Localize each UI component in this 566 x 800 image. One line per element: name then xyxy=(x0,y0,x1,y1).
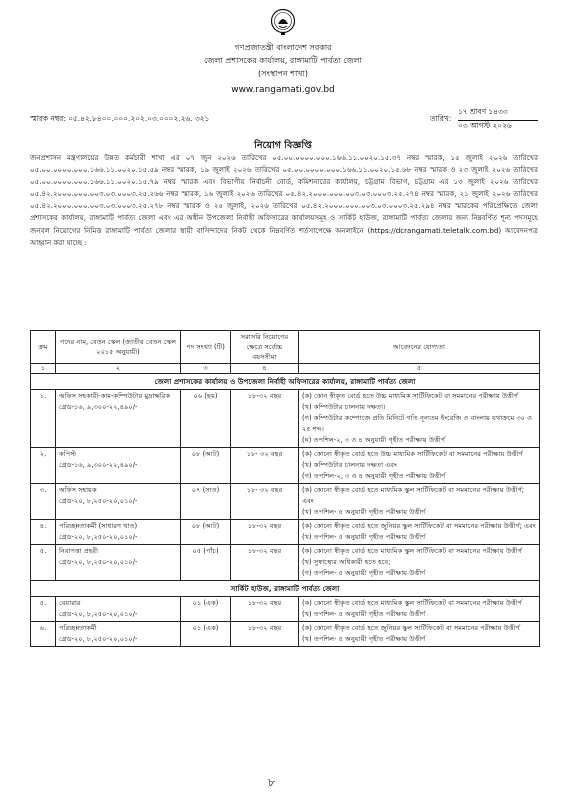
post-count-cell: ০৫ (পাঁচ) xyxy=(181,545,231,581)
government-seal-icon xyxy=(270,8,296,36)
header-section: (সংস্থাপন শাখা) xyxy=(258,69,308,78)
qualification-cell xyxy=(299,390,540,448)
post-name: কপিস্ট xyxy=(59,450,77,458)
qualification-item: (গ) তপশিল-২, ৩ ও ৪ অনুযায়ী গৃহীত পরীক্ষায় উত্তীর্ণ xyxy=(302,472,446,480)
post-name: পরিচ্ছন্নতাকর্মী (সাধারণ খাত) xyxy=(59,522,138,530)
qualification-item: (খ) সুস্বাস্থ্যের অধিকারী হতে হবে; xyxy=(302,558,391,566)
header-age: সরাসরি নিয়োগের ক্ষেত্রে সর্বোচ্চ বয়সসীমা xyxy=(231,331,299,364)
vacancy-table xyxy=(30,330,540,647)
notice-body: জনপ্রশাসন মন্ত্রণালয়ের উন্নত কর্মচারী শাখা এর ০৭ জুন ২০২৬ তারিখের ০৫.০০.০০০০.০০০.১৬৬.১১.০০২০.১৫.৩৭ নম্বর স্মারক, ১৫ জুলাই ২০২৬ তারিখের ০৫.০০.০০০০.০০০.১৬৬.১১.০০২০.১৫.৫৯ নম্বর স্মারক, ১৯ জুলাই ২০২৬ তারিখের ০৫.০০.০০০০.০০০.১৬৬.১১.০০২০.১৫.৬৮ নম্বর স্মারক ও ২৩ জুলাই ২০২৬ তারিখের ০৫.০০.০০০০.০০০.১৬৬.১১.০০২০.১৫.৭৯ নম্বর স্মারক এবং বিভাগীয় নির্বাচনী বোর্ড, কমিশনারের কার্যালয়, চট্টগ্রাম বিভাগ, চট্টগ্রাম এর ১৩ জুলাই ২০২৬ তারিখের ০৫.৪২.২০০০.০০০.০০৩.০৩.০০০৩.২৫.২৬৬ নম্বর স্মারক, ১৬ জুলাই ২০২৬ তারিখের ০৫.৪২.২০০০.০০০.০০৩.০৩.০০০৩.২৫.২৭৪ নম্বর স্মারক, ২১ জুলাই ২০২৬ তারিখের ০৫.৪২.২০০০.০০০.০০৩.০৩.০০০৩.২৫.২৭৮ নম্বর স্মারক ও ২৫ জুলাই, ২০২৬ তারিখের ০৫.৪২.২০০০.০০০.০০৩.০৩.০০০৩.২৫.২৯৪ নম্বর স্মারকের পরিপ্রেক্ষিতে জেলা প্রশাসকের কার্যালয়, রাঙ্গামাটি পার্বত্য জেলা এবং এর অধীন উপজেলা নির্বাহী অফিসারের কার্যালয়সমূহ ও সার্কিট হাউজ, রাঙ্গামাটি পার্বত্য জেলার জন্য নিম্নবর্ণিত শূন্য পদসমূহে জনবল নিয়োগের নিমিত্ত রাঙ্গামাটি পার্বত্য জেলার স্থায়ী বাসিন্দাদের নিকট থেকে নিম্নবর্ণিত শর্তসাপেক্ষে অনলাইনে (https://dcrangamati.teletalk.com.bd) আবেদনপত্র আহ্বান করা যাচ্ছে : xyxy=(30,153,538,247)
section-heading-dc-office xyxy=(31,374,540,390)
qualification-cell xyxy=(299,484,540,520)
table-row xyxy=(31,390,540,448)
qualification-item: (খ) তপশিল- ৫ অনুযায়ী গৃহীত পরীক্ষায় উত্তীর্ণ xyxy=(302,635,426,643)
header-post: পদের নাম, বেতন স্কেল (জাতীয় বেতন স্কেল ২০১৫ অনুযায়ী) xyxy=(56,331,181,364)
post-cell xyxy=(56,390,181,448)
serial-cell: ৩. xyxy=(31,484,56,520)
pay-scale: গ্রেড-২০, ৮,২৫০-২০,০১০/- xyxy=(59,533,138,541)
header-office: জেলা প্রশাসকের কার্যালয়, রাঙ্গামাটি পার্বত্য জেলা xyxy=(204,56,362,65)
col-number: ৪ xyxy=(231,364,299,374)
post-name: অফিস সহায়ক xyxy=(59,486,97,494)
age-limit-cell: ১৮- ৩২ বছর xyxy=(231,484,299,520)
pay-scale: গ্রেড-২০, ৮,২৫০-২০,০১০/- xyxy=(59,558,138,566)
qualification-cell xyxy=(299,545,540,581)
col-number: ১ xyxy=(31,364,56,374)
post-cell xyxy=(56,545,181,581)
pay-scale: গ্রেড-১৬, ৯,৩০০-২২,৪৯০/- xyxy=(59,403,138,411)
age-limit-cell: ১৮-৩২ বছর xyxy=(231,545,299,581)
column-number-row xyxy=(31,364,540,374)
qualification-cell xyxy=(299,597,540,622)
qualification-cell xyxy=(299,520,540,545)
qualification-item: (খ) তপশিল- ৫ অনুযায়ী গৃহীত পরীক্ষায় উত্তীর্ণ xyxy=(302,610,426,618)
post-count-cell: ০১ (এক) xyxy=(181,597,231,622)
header-govt: গণপ্রজাতন্ত্রী বাংলাদেশ সরকার xyxy=(234,43,332,52)
table-row xyxy=(31,448,540,484)
post-count-cell: ০৭ (সাত) xyxy=(181,484,231,520)
serial-cell: ২. xyxy=(31,448,56,484)
post-cell xyxy=(56,597,181,622)
qualification-item: (খ) কম্পিউটার চালনায় দক্ষতা। xyxy=(302,403,386,411)
age-limit-cell: ১৮-৩২ বছর xyxy=(231,520,299,545)
header-count: পদ সংখ্যা (টি) xyxy=(181,331,231,364)
table-row xyxy=(31,520,540,545)
table-row xyxy=(31,484,540,520)
date-bangla: ১৭ শ্রাবণ ১৪৩৩ xyxy=(458,107,538,121)
qualification-item: (ক) কোনো স্বীকৃত বোর্ড হতে উচ্চ মাধ্যমিক সার্টিফিকেট বা সমমানের পরীক্ষায় উত্তীর্ণ xyxy=(302,450,523,458)
col-number: ২ xyxy=(56,364,181,374)
post-cell xyxy=(56,520,181,545)
post-count-cell: ০১ (এক) xyxy=(181,622,231,647)
serial-cell: ৪. xyxy=(31,520,56,545)
post-name: বেয়ারার xyxy=(59,599,81,607)
pay-scale: গ্রেড-২০, ৮,২৫০-২০,০১০/- xyxy=(59,610,138,618)
table-row xyxy=(31,597,540,622)
section-title: সার্কিট হাউজ, রাঙ্গামাটি পার্বত্য জেলা xyxy=(31,581,540,597)
serial-cell: ৫. xyxy=(31,545,56,581)
qualification-item: (ক) কোন স্বীকৃত বোর্ড হতে উচ্চ মাধ্যমিক সার্টিফিকেট বা সমমানের পরীক্ষায় উত্তীর্ণ xyxy=(302,392,518,400)
header-qualification: আবেদনের যোগ্যতা xyxy=(299,331,540,364)
post-count-cell: ০৬ (ছয়) xyxy=(181,390,231,448)
age-limit-cell: ১৮- ৩২ বছর xyxy=(231,448,299,484)
section-title: জেলা প্রশাসকের কার্যালয় ও উপজেলা নির্বাহী অফিসারের কার্যালয়, রাঙ্গামাটি পার্বত্য জেলা xyxy=(31,374,540,390)
qualification-item: (ক) কোনো স্বীকৃত বোর্ড হতে জুনিয়র স্কুল সার্টিফিকেট বা সমমানের পরীক্ষায় উত্তীর্ণ; এবং xyxy=(302,522,536,530)
post-cell xyxy=(56,484,181,520)
age-limit-cell: ১৮-৩২ বছর xyxy=(231,622,299,647)
pay-scale: গ্রেড-২০, ৮,২৫০-২০,০১০/- xyxy=(59,497,138,505)
post-count-cell: ০৮ (আট) xyxy=(181,520,231,545)
age-limit-cell: ১৮-৩২ বছর xyxy=(231,390,299,448)
qualification-item: (খ) তপশিল- ৫ অনুযায়ী গৃহীত পরীক্ষায় উত্তীর্ণ xyxy=(302,508,426,516)
table-header-row xyxy=(31,331,540,364)
age-limit-cell: ১৮-৩২ বছর xyxy=(231,597,299,622)
qualification-item: (গ) তপশিল- ৫ অনুযায়ী গৃহীত পরীক্ষায় উত্তীর্ণ xyxy=(302,569,426,577)
serial-cell: ৫. xyxy=(31,597,56,622)
qualification-item: (ক) কোনো স্বীকৃত বোর্ড হতে মাধ্যমিক স্কুল সার্টিফিকেট বা সমমানের পরীক্ষায় উত্তীর্ণ xyxy=(302,599,522,607)
pay-scale: গ্রেড-২০, ৮,২৫০-২০,০১০/- xyxy=(59,635,138,643)
table-row xyxy=(31,545,540,581)
col-number: ৩ xyxy=(181,364,231,374)
qualification-item: (গ) কম্পিউটার কম্পোজে প্রতি মিনিটে গতি নূন্যতম ইংরেজি ও বাংলায় যথাক্রমে ৩০ ও ২৫ শব্দ। xyxy=(302,414,533,433)
header-serial: ক্রম xyxy=(31,331,56,364)
qualification-item: (খ) কম্পিউটার চালনায় দক্ষতা এবং xyxy=(302,461,397,469)
post-cell xyxy=(56,622,181,647)
table-row xyxy=(31,622,540,647)
memo-number: স্মারক নম্বর: ০৫.৪২.৮৪০০.০০০.২০২.০৩.০০০২.২৬. ৩২১ xyxy=(30,114,210,123)
header-website[interactable]: www.rangamati.gov.bd xyxy=(231,85,335,95)
qualification-cell xyxy=(299,448,540,484)
qualification-item: (খ) তপশিল- ৫ অনুযায়ী গৃহীত পরীক্ষায় উত্তীর্ণ xyxy=(302,533,426,541)
date-label: তারিখ: xyxy=(430,114,452,123)
notice-title: নিয়োগ বিজ্ঞপ্তি xyxy=(254,140,312,151)
qualification-item: (ঘ) তপশিল-২, ৩ ও ৪ অনুযায়ী গৃহীত পরীক্ষায় উত্তীর্ণ xyxy=(302,436,445,444)
section-heading-circuit-house xyxy=(31,581,540,597)
pay-scale: গ্রেড-১৬, ৯,৩০০-২২,৪৯০/- xyxy=(59,461,138,469)
serial-cell: ৬. xyxy=(31,622,56,647)
signature-mark: ৮ xyxy=(268,776,276,789)
post-cell xyxy=(56,448,181,484)
post-name: অফিস সহকারী-কাম-কম্পিউটার মুদ্রাক্ষরিক xyxy=(59,392,171,400)
post-count-cell: ০৮ (আট) xyxy=(181,448,231,484)
date-english: ০৩ আগস্ট ২০২৬ xyxy=(458,121,512,130)
post-name: নিরাপত্তা প্রহরী xyxy=(59,547,99,555)
qualification-item: (ক) কোনো স্বীকৃত বোর্ড হতে মাধ্যমিক স্কুল সার্টিফিকেট বা সমমানের পরীক্ষায় উত্তীর্ণ xyxy=(302,547,522,555)
post-name: পরিচ্ছন্নতাকর্মী xyxy=(59,624,97,632)
qualification-cell xyxy=(299,622,540,647)
serial-cell: ১. xyxy=(31,390,56,448)
qualification-item: (ক) কোনো স্বীকৃত বোর্ড হতে মাধ্যমিক স্কুল সার্টিফিকেট বা সমমানের পরীক্ষায় উত্তীর্ণ; এবং xyxy=(302,486,525,505)
col-number: ৫ xyxy=(299,364,540,374)
qualification-item: (ক) কোনো স্বীকৃত বোর্ড হতে জুনিয়র স্কুল সার্টিফিকেট বা সমমানের পরীক্ষায় উত্তীর্ণ xyxy=(302,624,520,632)
